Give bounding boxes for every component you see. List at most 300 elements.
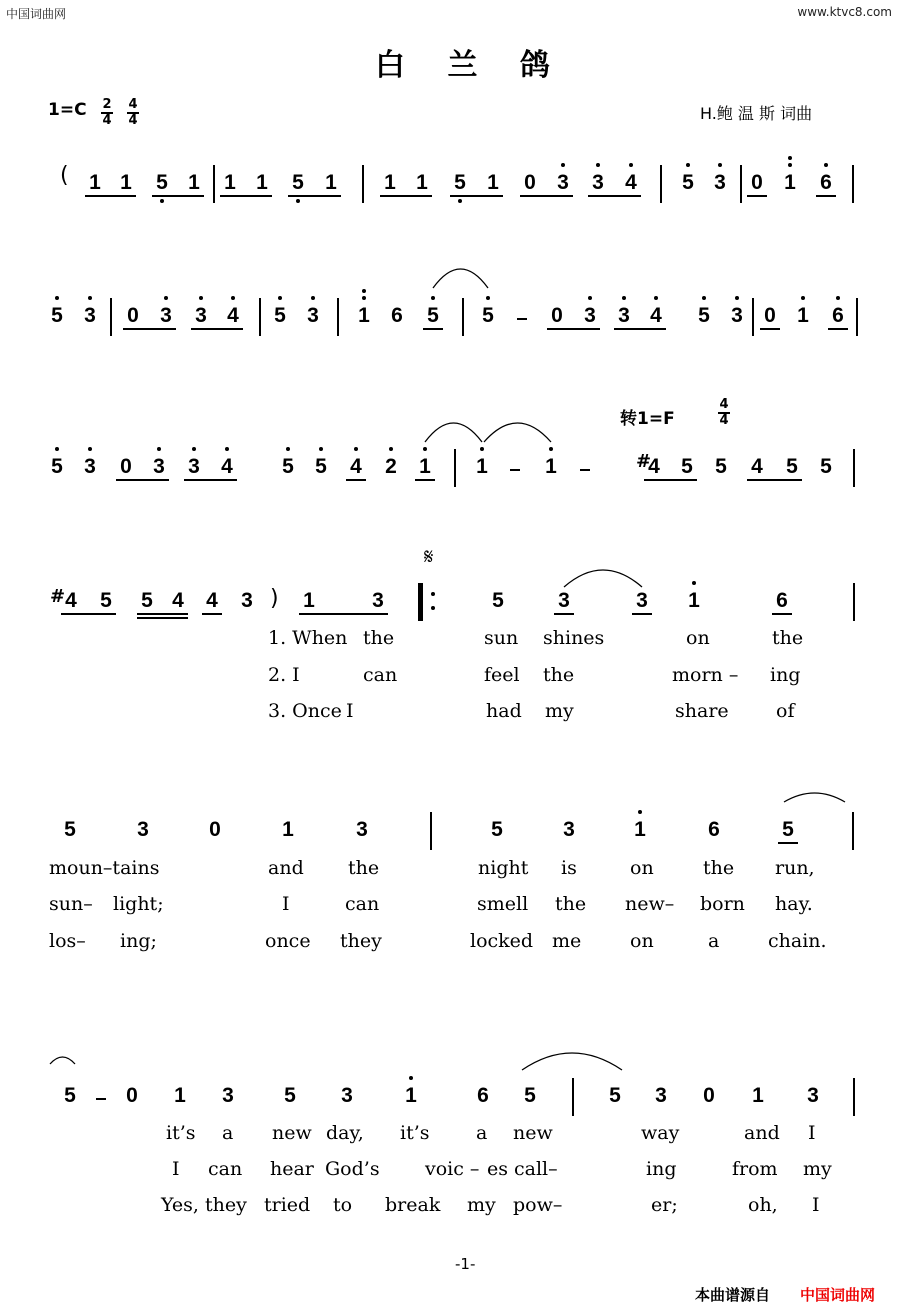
- underline-beam: [760, 328, 780, 330]
- underline-beam: [778, 842, 798, 844]
- extension-dash: [580, 469, 590, 471]
- time-sig-bottom: 4: [102, 113, 112, 128]
- note: 5: [715, 455, 727, 478]
- lyric-syllable: to: [333, 1194, 353, 1216]
- note: 1: [224, 171, 236, 194]
- lyric-syllable: and: [268, 857, 304, 879]
- open-parenthesis: (: [60, 163, 69, 188]
- note: 5: [100, 589, 112, 612]
- lyric-syllable: call–: [514, 1158, 558, 1180]
- note: 0: [764, 304, 776, 327]
- note: 2: [385, 455, 397, 478]
- composer-credit: H.鲍 温 斯 词曲: [700, 104, 813, 123]
- lyric-syllable: the: [703, 857, 735, 879]
- note: 0: [127, 304, 139, 327]
- sharp-sign: #: [50, 586, 66, 607]
- octave-dot-up: [686, 163, 690, 167]
- note: 0: [524, 171, 536, 194]
- underline-beam: [152, 195, 204, 197]
- bar-line: [660, 165, 662, 203]
- bar-line: [572, 1078, 574, 1116]
- note: 4: [221, 455, 233, 478]
- note: 1: [174, 1084, 186, 1107]
- note: 5: [282, 455, 294, 478]
- site-name-left: 中国词曲网: [6, 7, 67, 21]
- note: 1: [634, 818, 646, 841]
- time-signature-4-4: [127, 98, 139, 128]
- octave-dot-up: [225, 447, 229, 451]
- note: 1: [188, 171, 200, 194]
- bar-line: [853, 583, 855, 621]
- lyric-syllable: I: [282, 893, 290, 915]
- lyric-syllable: new: [513, 1122, 553, 1144]
- repeat-dot: [431, 606, 435, 610]
- note: 6: [708, 818, 720, 841]
- note: 3: [84, 455, 96, 478]
- lyric-syllable: chain.: [768, 930, 827, 952]
- note: 3: [137, 818, 149, 841]
- octave-dot-up: [824, 163, 828, 167]
- lyric-syllable: Yes, they: [161, 1194, 247, 1216]
- octave-dot-up: [231, 296, 235, 300]
- note: 3: [807, 1084, 819, 1107]
- underline-beam: [588, 195, 641, 197]
- bar-line: [853, 1078, 855, 1116]
- time-sig-bottom: 4: [128, 113, 138, 128]
- note: 3: [618, 304, 630, 327]
- note: 1: [384, 171, 396, 194]
- tie-slur: [784, 792, 845, 804]
- underline-beam: [380, 195, 432, 197]
- lyric-syllable: ing: [770, 664, 801, 686]
- note: 3: [592, 171, 604, 194]
- underline-beam: [415, 479, 435, 481]
- lyric-syllable: sun: [484, 627, 519, 649]
- note: 1: [752, 1084, 764, 1107]
- note: 6: [391, 304, 403, 327]
- lyric-syllable: on: [630, 857, 654, 879]
- bar-line: [430, 812, 432, 850]
- note: 3: [731, 304, 743, 327]
- octave-dot-up: [801, 296, 805, 300]
- key-signature: [48, 100, 87, 120]
- note: 3: [584, 304, 596, 327]
- note: 3: [558, 589, 570, 612]
- underline-beam: [288, 195, 341, 197]
- octave-dot-down: [458, 199, 462, 203]
- lyric-syllable: way: [641, 1122, 680, 1144]
- lyric-syllable: 1. When: [268, 627, 348, 649]
- note: 1: [405, 1084, 417, 1107]
- octave-dot-up: [735, 296, 739, 300]
- lyric-syllable: it’s: [166, 1122, 196, 1144]
- lyric-syllable: a: [222, 1122, 234, 1144]
- note: 5: [820, 455, 832, 478]
- note: 4: [350, 455, 362, 478]
- underline-beam: [520, 195, 573, 197]
- note: 5: [64, 818, 76, 841]
- lyric-syllable: 2. I: [268, 664, 300, 686]
- underline-beam: [184, 479, 237, 481]
- underline-beam: [828, 328, 848, 330]
- bar-line: [454, 449, 456, 487]
- underline-beam: [116, 479, 169, 481]
- octave-dot-up: [389, 447, 393, 451]
- octave-dot-up: [702, 296, 706, 300]
- note: 1: [325, 171, 337, 194]
- octave-dot-up: [88, 296, 92, 300]
- footer-site-name: 中国词曲网: [800, 1286, 876, 1304]
- lyric-syllable: los–: [49, 930, 86, 952]
- note: 5: [609, 1084, 621, 1107]
- octave-dot-up: [286, 447, 290, 451]
- extension-dash: [510, 469, 520, 471]
- underline-beam: [547, 328, 600, 330]
- lyric-syllable: the: [543, 664, 575, 686]
- lyric-syllable: I: [172, 1158, 180, 1180]
- note: 1: [256, 171, 268, 194]
- segno-sign: 𝄋: [424, 545, 434, 570]
- lyric-syllable: morn –: [672, 664, 739, 686]
- underline-beam: [123, 328, 176, 330]
- octave-dot-up: [164, 296, 168, 300]
- underline-beam: [220, 195, 272, 197]
- lyric-syllable: es: [487, 1158, 508, 1180]
- lyric-syllable: shines: [543, 627, 605, 649]
- octave-dot-up: [55, 447, 59, 451]
- bar-line: [213, 165, 215, 203]
- underline-beam: [614, 328, 666, 330]
- bar-line: [462, 298, 464, 336]
- note: 1: [416, 171, 428, 194]
- note: 5: [51, 455, 63, 478]
- note: 1: [282, 818, 294, 841]
- note: 1: [120, 171, 132, 194]
- lyric-syllable: locked: [470, 930, 534, 952]
- note: 1: [487, 171, 499, 194]
- note: 5: [284, 1084, 296, 1107]
- underline-beam: [137, 613, 188, 615]
- repeat-dot: [431, 592, 435, 596]
- lyric-syllable: ing;: [120, 930, 157, 952]
- tie-slur: [564, 569, 642, 589]
- lyric-syllable: break: [385, 1194, 441, 1216]
- note: 3: [563, 818, 575, 841]
- lyric-syllable: my: [803, 1158, 832, 1180]
- note: 0: [551, 304, 563, 327]
- octave-dot-up: [549, 447, 553, 451]
- note: 4: [206, 589, 218, 612]
- note: 4: [648, 455, 660, 478]
- bar-line: [110, 298, 112, 336]
- time-sig-bottom: 4: [719, 413, 729, 428]
- note: 3: [655, 1084, 667, 1107]
- lyric-syllable: hay.: [775, 893, 813, 915]
- time-signature-modulation: [718, 398, 730, 428]
- modulation-label: 转1=F: [620, 409, 675, 429]
- lyric-syllable: pow–: [513, 1194, 563, 1216]
- lyric-syllable: er;: [651, 1194, 678, 1216]
- octave-dot-up: [319, 447, 323, 451]
- underline-beam: [644, 479, 697, 481]
- note: 3: [153, 455, 165, 478]
- lyric-syllable: sun–: [49, 893, 93, 915]
- lyric-syllable: I: [346, 700, 354, 722]
- octave-dot-down: [296, 199, 300, 203]
- lyric-syllable: new: [272, 1122, 312, 1144]
- underline-beam: [299, 613, 388, 615]
- lyric-syllable: ing: [646, 1158, 677, 1180]
- note: 1: [545, 455, 557, 478]
- lyric-syllable: a: [708, 930, 720, 952]
- bar-line: [856, 298, 858, 336]
- underline-beam: [554, 613, 574, 615]
- time-sig-top: 4: [719, 397, 729, 412]
- octave-dot-down: [160, 199, 164, 203]
- lyric-syllable: born: [700, 893, 745, 915]
- lyric-syllable: it’s: [400, 1122, 430, 1144]
- note: 5: [274, 304, 286, 327]
- octave-dot-up: [192, 447, 196, 451]
- underline-beam: [202, 613, 222, 615]
- close-parenthesis: ): [270, 586, 279, 611]
- note: 3: [160, 304, 172, 327]
- note: 0: [209, 818, 221, 841]
- note: 4: [65, 589, 77, 612]
- note: 5: [491, 818, 503, 841]
- underline-beam: [632, 613, 652, 615]
- underline-beam: [772, 613, 792, 615]
- lyric-syllable: can: [363, 664, 398, 686]
- lyric-syllable: smell: [477, 893, 529, 915]
- extension-dash: [517, 318, 527, 320]
- note: 1: [688, 589, 700, 612]
- lyric-syllable: voic –: [425, 1158, 480, 1180]
- lyric-syllable: the: [348, 857, 380, 879]
- lyric-syllable: new–: [625, 893, 675, 915]
- extension-dash: [96, 1098, 106, 1100]
- bar-line: [418, 583, 423, 621]
- octave-dot-up: [423, 447, 427, 451]
- underline-beam: [191, 328, 243, 330]
- note: 4: [625, 171, 637, 194]
- note: 5: [141, 589, 153, 612]
- note: 3: [222, 1084, 234, 1107]
- note: 1: [476, 455, 488, 478]
- lyric-syllable: light;: [113, 893, 164, 915]
- lyric-syllable: me: [552, 930, 582, 952]
- bar-line: [740, 165, 742, 203]
- bar-line: [852, 812, 854, 850]
- note: 3: [341, 1084, 353, 1107]
- note: 1: [89, 171, 101, 194]
- lyric-syllable: they: [340, 930, 382, 952]
- lyric-syllable: feel: [484, 664, 520, 686]
- tie-slur: [484, 422, 551, 444]
- lyric-syllable: on: [686, 627, 710, 649]
- key-label: 1=C: [48, 100, 87, 120]
- octave-dot-up: [199, 296, 203, 300]
- lyric-syllable: on: [630, 930, 654, 952]
- note: 3: [557, 171, 569, 194]
- octave-dot-up: [788, 163, 792, 167]
- lyric-syllable: can: [345, 893, 380, 915]
- octave-dot-up: [362, 296, 366, 300]
- lyric-syllable: night: [478, 857, 529, 879]
- page-number: -1-: [455, 1255, 476, 1273]
- lyric-syllable: a: [476, 1122, 488, 1144]
- time-sig-top: 4: [128, 97, 138, 112]
- tie-slur: [433, 268, 488, 290]
- octave-dot-up: [362, 289, 366, 293]
- lyric-syllable: the: [772, 627, 804, 649]
- note: 6: [820, 171, 832, 194]
- note: 5: [482, 304, 494, 327]
- note: 3: [188, 455, 200, 478]
- underline-beam: [450, 195, 503, 197]
- lyric-syllable: hear: [270, 1158, 314, 1180]
- note: 3: [195, 304, 207, 327]
- note: 3: [307, 304, 319, 327]
- note: 3: [241, 589, 253, 612]
- note: 5: [782, 818, 794, 841]
- note: 1: [358, 304, 370, 327]
- octave-dot-up: [55, 296, 59, 300]
- lyric-syllable: run,: [775, 857, 815, 879]
- sharp-sign: #: [636, 451, 652, 472]
- octave-dot-up: [596, 163, 600, 167]
- underline-beam: [423, 328, 443, 330]
- underline-beam: [747, 479, 802, 481]
- lyric-syllable: of: [776, 700, 795, 722]
- lyric-syllable: the: [363, 627, 395, 649]
- note: 4: [650, 304, 662, 327]
- note: 3: [636, 589, 648, 612]
- note: 5: [315, 455, 327, 478]
- lyric-syllable: oh,: [748, 1194, 778, 1216]
- underline-beam: [816, 195, 836, 197]
- note: 4: [227, 304, 239, 327]
- note: 0: [126, 1084, 138, 1107]
- underline-beam: [747, 195, 767, 197]
- bar-line: [852, 165, 854, 203]
- note: 5: [681, 455, 693, 478]
- lyric-syllable: the: [555, 893, 587, 915]
- bar-line: [259, 298, 261, 336]
- lyric-syllable: moun–tains: [49, 857, 160, 879]
- note: 5: [156, 171, 168, 194]
- lyric-syllable: I: [812, 1194, 820, 1216]
- note: 1: [784, 171, 796, 194]
- lyric-syllable: my: [467, 1194, 496, 1216]
- octave-dot-up: [561, 163, 565, 167]
- note: 5: [492, 589, 504, 612]
- octave-dot-up: [311, 296, 315, 300]
- lyric-syllable: share: [675, 700, 729, 722]
- note: 5: [786, 455, 798, 478]
- song-title: 白 兰 鸽: [375, 48, 566, 83]
- octave-dot-up: [157, 447, 161, 451]
- note: 5: [682, 171, 694, 194]
- tie-slur: [50, 1056, 75, 1066]
- note: 5: [427, 304, 439, 327]
- underline-beam: [85, 195, 136, 197]
- note: 3: [356, 818, 368, 841]
- note: 1: [303, 589, 315, 612]
- lyric-syllable: tried: [264, 1194, 311, 1216]
- octave-dot-up: [354, 447, 358, 451]
- note: 3: [714, 171, 726, 194]
- octave-dot-up: [588, 296, 592, 300]
- octave-dot-up: [692, 581, 696, 585]
- octave-dot-up: [480, 447, 484, 451]
- octave-dot-up: [431, 296, 435, 300]
- lyric-syllable: day,: [326, 1122, 364, 1144]
- octave-dot-up: [654, 296, 658, 300]
- note: 0: [751, 171, 763, 194]
- octave-dot-up: [622, 296, 626, 300]
- octave-dot-up: [788, 156, 792, 160]
- note: 5: [524, 1084, 536, 1107]
- note: 5: [454, 171, 466, 194]
- bar-line: [752, 298, 754, 336]
- octave-dot-up: [629, 163, 633, 167]
- note: 4: [172, 589, 184, 612]
- note: 6: [832, 304, 844, 327]
- octave-dot-up: [409, 1076, 413, 1080]
- octave-dot-up: [88, 447, 92, 451]
- note: 5: [292, 171, 304, 194]
- note: 6: [477, 1084, 489, 1107]
- lyric-syllable: had: [486, 700, 522, 722]
- bar-line: [362, 165, 364, 203]
- lyric-syllable: my: [545, 700, 574, 722]
- note: 4: [751, 455, 763, 478]
- lyric-syllable: can: [208, 1158, 243, 1180]
- note: 5: [51, 304, 63, 327]
- time-sig-top: 2: [102, 97, 112, 112]
- lyric-syllable: 3. Once: [268, 700, 342, 722]
- footer-source-label: 本曲谱源自: [695, 1286, 771, 1304]
- lyric-syllable: God’s: [325, 1158, 380, 1180]
- octave-dot-up: [836, 296, 840, 300]
- tie-slur: [522, 1052, 622, 1072]
- underline-beam: [61, 613, 116, 615]
- octave-dot-up: [278, 296, 282, 300]
- lyric-syllable: and: [744, 1122, 780, 1144]
- lyric-syllable: from: [732, 1158, 778, 1180]
- note: 5: [64, 1084, 76, 1107]
- bar-line: [337, 298, 339, 336]
- note: 0: [120, 455, 132, 478]
- note: 6: [776, 589, 788, 612]
- underline-beam: [137, 617, 188, 619]
- lyric-syllable: is: [561, 857, 577, 879]
- lyric-syllable: once: [265, 930, 311, 952]
- octave-dot-up: [638, 810, 642, 814]
- note: 1: [797, 304, 809, 327]
- note: 0: [703, 1084, 715, 1107]
- time-signature-2-4: [101, 98, 113, 128]
- note: 3: [372, 589, 384, 612]
- octave-dot-up: [486, 296, 490, 300]
- octave-dot-up: [718, 163, 722, 167]
- note: 1: [419, 455, 431, 478]
- note: 5: [698, 304, 710, 327]
- note: 3: [84, 304, 96, 327]
- tie-slur: [425, 422, 482, 444]
- site-url-right: www.ktvc8.com: [797, 5, 892, 19]
